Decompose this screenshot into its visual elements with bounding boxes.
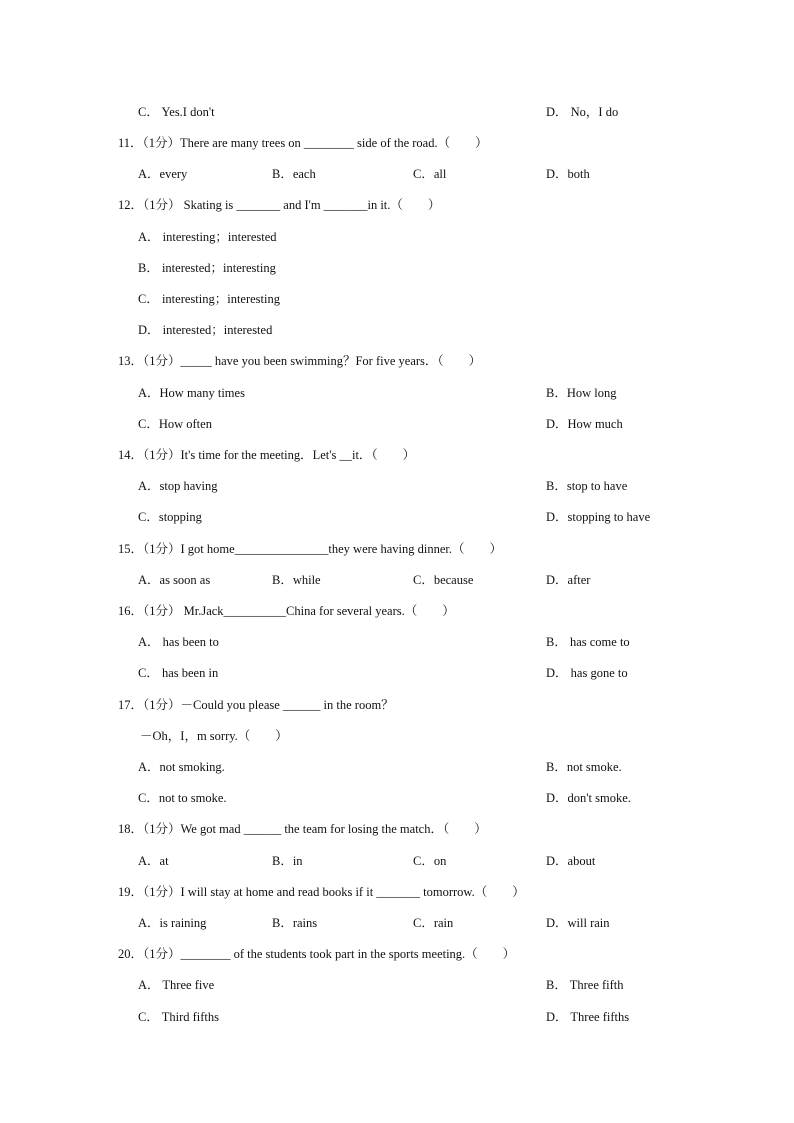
q17-option-c: C．not to smoke. [138, 791, 227, 805]
q16-option-c: C． has been in [138, 666, 219, 680]
q16-options-row1 [138, 634, 738, 650]
q10-option-c: C． Yes.I don't [138, 105, 215, 119]
q18-stem: 18．（1分）We got mad ______ the team for losing the match．（ ） [118, 822, 487, 836]
q14-options-row2 [138, 509, 738, 525]
q13-options-row1 [138, 385, 738, 401]
q20-options-row2 [138, 1009, 738, 1025]
q19-option-d: D．will rain [546, 916, 610, 930]
q20-option-d: D． Three fifths [546, 1010, 630, 1024]
q16-options-row2 [138, 665, 738, 681]
q13-option-c: C．How often [138, 417, 212, 431]
q19-stem: 19．（1分）I will stay at home and read books if it _______ tomorrow.（ ） [118, 885, 525, 899]
q19-option-c: C．rain [413, 916, 454, 930]
q11-options [138, 166, 738, 182]
q15-option-b: B．while [272, 573, 321, 587]
q15-stem: 15．（1分）I got home_______________they were having dinner.（ ） [118, 542, 502, 556]
q16-option-a: A． has been to [138, 635, 219, 649]
q13-option-d: D．How much [546, 417, 623, 431]
q11-stem: 11．（1分）There are many trees on ________ side of the road.（ ） [118, 136, 488, 150]
q11-option-d: D．both [546, 167, 590, 181]
q20-option-a: A． Three five [138, 978, 215, 992]
q12-stem: 12．（1分） Skating is _______ and I'm _______in it.（ ） [118, 198, 441, 212]
q16-stem: 16．（1分） Mr.Jack__________China for several years.（ ） [118, 604, 455, 618]
q13-stem: 13．（1分）_____ have you been swimming？For five years．（ ） [118, 354, 482, 368]
q17-options-row1 [138, 759, 738, 775]
q17-stem-reply: －Oh，I，m sorry.（ ） [140, 729, 288, 743]
q13-option-a: A．How many times [138, 386, 245, 400]
q20-stem: 20．（1分）________ of the students took part in the sports meeting.（ ） [118, 947, 516, 961]
q18-option-c: C．on [413, 854, 447, 868]
q17-option-d: D．don't smoke. [546, 791, 631, 805]
q12-option-a: A． interesting；interested [138, 230, 277, 244]
q12-option-d: D． interested；interested [138, 323, 273, 337]
q20-option-c: C． Third fifths [138, 1010, 220, 1024]
q19-option-b: B．rains [272, 916, 318, 930]
q10-options-row2 [138, 104, 738, 120]
q20-option-b: B． Three fifth [546, 978, 624, 992]
q11-option-a: A．every [138, 167, 188, 181]
q17-option-a: A．not smoking. [138, 760, 225, 774]
q17-option-b: B．not smoke. [546, 760, 622, 774]
q13-options-row2 [138, 416, 738, 432]
q17-options-row2 [138, 790, 738, 806]
q14-options-row1 [138, 478, 738, 494]
q19-options [138, 915, 738, 931]
q10-option-d: D． No，I do [546, 105, 619, 119]
q15-options [138, 572, 738, 588]
q18-option-a: A．at [138, 854, 169, 868]
q14-option-d: D．stopping to have [546, 510, 651, 524]
q15-option-d: D．after [546, 573, 591, 587]
q12-option-b: B． interested；interesting [138, 261, 276, 275]
q16-option-d: D． has gone to [546, 666, 628, 680]
q15-option-a: A．as soon as [138, 573, 211, 587]
q14-option-c: C．stopping [138, 510, 202, 524]
q13-option-b: B．How long [546, 386, 617, 400]
q17-stem: 17．（1分）－Could you please ______ in the room？ [118, 698, 394, 712]
q18-option-b: B．in [272, 854, 303, 868]
q19-option-a: A．is raining [138, 916, 207, 930]
q14-option-a: A．stop having [138, 479, 218, 493]
q11-option-b: B．each [272, 167, 316, 181]
q15-option-c: C．because [413, 573, 474, 587]
q18-options [138, 853, 738, 869]
q14-option-b: B．stop to have [546, 479, 628, 493]
q16-option-b: B． has come to [546, 635, 630, 649]
q20-options-row1 [138, 977, 738, 993]
q12-option-c: C． interesting；interesting [138, 292, 280, 306]
q11-option-c: C．all [413, 167, 447, 181]
q14-stem: 14．（1分）It's time for the meeting．Let's __it．（ ） [118, 448, 416, 462]
q18-option-d: D．about [546, 854, 596, 868]
